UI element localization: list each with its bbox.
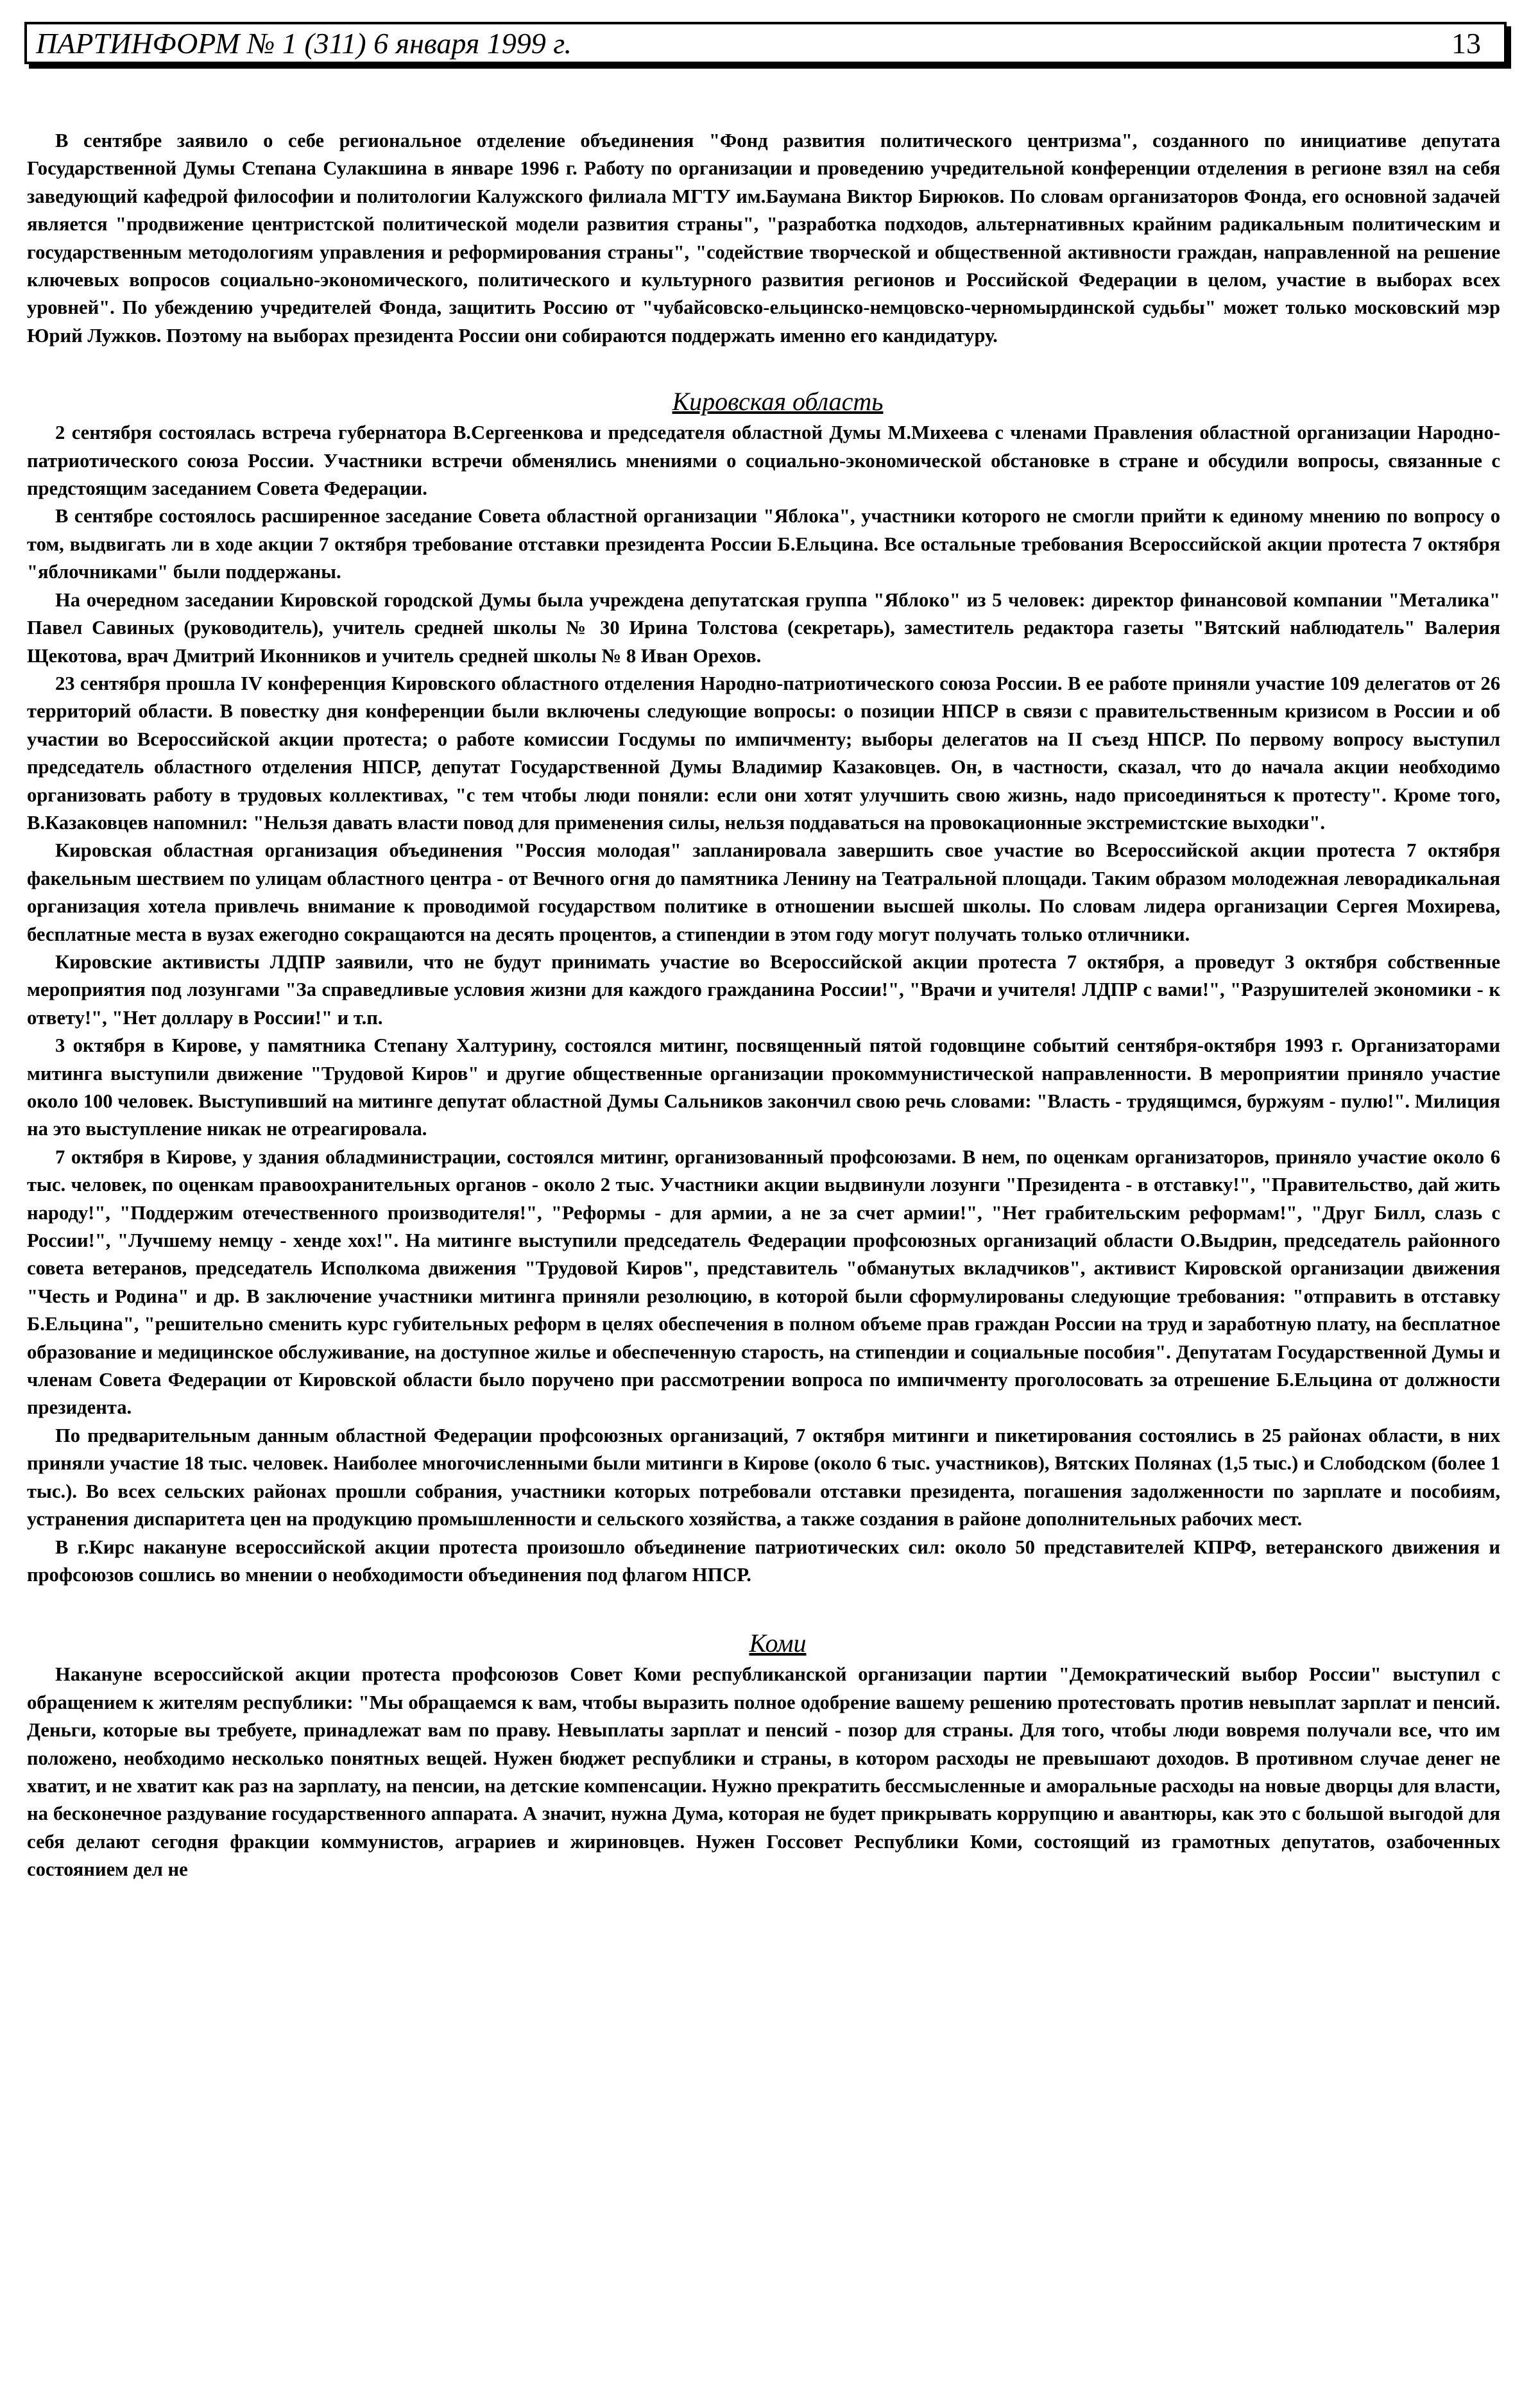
- kirov-paragraph-8: 7 октября в Кирове, у здания обладминистрации, состоялся митинг, организованный профсоюзами. В нем, по оценкам организаторов, приняло участие около 6 тыс. человек, по оценкам правоохранительных органов - около 2 тыс. Участники акции выдвинули лозунги "Президента - в отставку!", "Правительство, дай жить народу!", "Поддержим отечественного производителя!", "Реформы - для армии, а не за счет армии!", "Нет грабительским реформам!", "Друг Билл, слазь с России!", "Лучшему немцу - хенде хох!". На митинге выступили председатель Федерации профсоюзных организаций области О.Выдрин, председатель районного совета ветеранов, председатель Исполкома движения "Трудовой Киров", представитель "обманутых вкладчиков", активист Кировской организации движения "Честь и Родина" и др. В заключение участники митинга приняли резолюцию, в которой были сформулированы следующие требования: "отправить в отставку Б.Ельцина", "решительно сменить курс губительных реформ в целях обеспечения в полном объеме прав граждан России на труд и заработную плату, на бесплатное образование и медицинское обслуживание, на доступное жилье и обеспеченную старость, на стипендии и социальные пособия". Депутатам Государственной Думы и членам Совета Федерации от Кировской области было поручено при рассмотрении вопроса по импичменту проголосовать за отрешение Б.Ельцина от должности президента.: [27, 1145, 1500, 1419]
- section-title-kirov: Кировская область: [672, 387, 884, 416]
- kirov-paragraph-10: В г.Кирс накануне всероссийской акции протеста произошло объединение патриотических сил: около 50 представителей КПРФ, ветеранского движения и профсоюзов сошлись во мнении о необходимости объединения под флагом НПСР.: [27, 1536, 1500, 1586]
- kirov-paragraph-1: 2 сентября состоялась встреча губернатора В.Сергеенкова и председателя областной Думы М.Михеева с членами Правления областной организации Народно-патриотического союза России. Участники встречи обменялись мнениями о социально-экономической обстановке в стране и обсудили вопросы, связанные с предстоящим заседанием Совета Федерации.: [27, 422, 1500, 500]
- article-body: [27, 127, 1500, 1884]
- publication-title: ПАРТИНФОРМ № 1 (311) 6 января 1999 г.: [36, 26, 572, 60]
- page-number: 13: [1451, 26, 1481, 60]
- section-title-komi: Коми: [749, 1629, 807, 1658]
- kirov-paragraph-2: В сентябре состоялось расширенное заседание Совета областной организации "Яблока", участники которого не смогли прийти к единому мнению по вопросу о том, выдвигать ли в ходе акции 7 октября требование отставки президента России Б.Ельцина. Все остальные требования Всероссийской акции протеста 7 октября "яблочниками" были поддержаны.: [27, 505, 1500, 583]
- intro-paragraph: В сентябре заявило о себе региональное отделение объединения "Фонд развития политического центризма", созданного по инициативе депутата Государственной Думы Степана Сулакшина в январе 1996 г. Работу по организации и проведению учредительной конференции отделения в регионе взял на себя заведующий кафедрой философии и политологии Калужского филиала МГТУ им.Баумана Виктор Бирюков. По словам организаторов Фонда, его основной задачей является "продвижение центристской политической модели развития страны", "разработка подходов, альтернативных крайним радикальным политическим и государственным методологиям управления и реформирования страны", "содействие творческой и общественной активности граждан, направленной на решение ключевых вопросов социально-экономического, политического и культурного развития регионов и Российской Федерации в целом, участие в выборах всех уровней". По убеждению учредителей Фонда, защитить Россию от "чубайсовско-ельцинско-немцовско-черномырдинской судьбы" может только московский мэр Юрий Лужков. Поэтому на выборах президента России они собираются поддержать именно его кандидатуру.: [27, 130, 1500, 347]
- kirov-paragraph-7: 3 октября в Кирове, у памятника Степану Халтурину, состоялся митинг, посвященный пятой годовщине событий сентября-октября 1993 г. Организаторами митинга выступили движение "Трудовой Киров" и другие общественные организации прокоммунистической направленности. В мероприятии приняло участие около 100 человек. Выступивший на митинге депутат областной Думы Сальников закончил свою речь словами: "Власть - трудящимся, буржуям - пулю!". Милиция на это выступление никак не отреагировала.: [27, 1034, 1500, 1140]
- kirov-paragraph-9: По предварительным данным областной Федерации профсоюзных организаций, 7 октября митинги и пикетирования состоялись в 25 районах области, в них приняли участие 18 тыс. человек. Наиболее многочисленными были митинги в Кирове (около 6 тыс. участников), Вятских Полянах (1,5 тыс.) и Слободском (более 1 тыс.). Во всех сельских районах прошли собрания, участники которых потребовали отставки президента, погашения задолженности по зарплате и пособиям, устранения диспаритета цен на продукцию промышленности и сельского хозяйства, а также создания в районе дополнительных рабочих мест.: [27, 1424, 1500, 1530]
- kirov-paragraph-5: Кировская областная организация объединения "Россия молодая" запланировала завершить свое участие во Всероссийской акции протеста 7 октября факельным шествием по улицам областного центра - от Вечного огня до памятника Ленину на Театральной площади. Таким образом молодежная леворадикальная организация хотела привлечь внимание к проводимой государством политике в отношении высшей школы. По словам лидера организации Сергея Мохирева, бесплатные места в вузах ежегодно сокращаются на десять процентов, а стипендии в этом году могут получать только отличники.: [27, 839, 1500, 945]
- kirov-paragraph-6: Кировские активисты ЛДПР заявили, что не будут принимать участие во Всероссийской акции протеста 7 октября, а проведут 3 октября собственные мероприятия под лозунгами "За справедливые условия жизни для каждого гражданина России!", "Врачи и учителя! ЛДПР с вами!", "Разрушителей экономики - к ответу!", "Нет доллару в России!" и т.п.: [27, 950, 1500, 1029]
- kirov-paragraph-4: 23 сентября прошла IV конференция Кировского областного отделения Народно-патриотического союза России. В ее работе приняли участие 109 делегатов от 26 территорий области. В повестку дня конференции были включены следующие вопросы: о позиции НПСР в связи с правительственным кризисом в России и об участии во Всероссийской акции протеста; о работе комиссии Госдумы по импичменту; выборы делегатов на II съезд НПСР. По первому вопросу выступил председатель областного отделения НПСР, депутат Государственной Думы Владимир Казаковцев. Он, в частности, сказал, что до начала акции необходимо организовать работу в трудовых коллективах, "с тем чтобы люди поняли: если они хотят улучшить свою жизнь, надо присоединяться к протесту". Кроме того, В.Казаковцев напомнил: "Нельзя давать власти повод для применения силы, нельзя поддаваться на провокационные экстремистские выходки".: [27, 672, 1500, 834]
- kirov-paragraph-3: На очередном заседании Кировской городской Думы была учреждена депутатская группа "Яблоко" из 5 человек: директор финансовой компании "Металика" Павел Савиных (руководитель), учитель средней школы № 30 Ирина Толстова (секретарь), заместитель редактора газеты "Вятский наблюдатель" Валерия Щекотова, врач Дмитрий Иконников и учитель средней школы № 8 Иван Орехов.: [27, 588, 1500, 667]
- page-header: [24, 22, 1507, 64]
- komi-paragraph-1: Накануне всероссийской акции протеста профсоюзов Совет Коми республиканской организации партии "Демократический выбор России" выступил с обращением к жителям республики: "Мы обращаемся к вам, чтобы выразить полное одобрение вашему решению протестовать против невыплат зарплат и пенсий. Деньги, которые вы требуете, принадлежат вам по праву. Невыплаты зарплат и пенсий - позор для страны. Для того, чтобы люди вовремя получали все, что им положено, необходимо несколько понятных вещей. Нужен бюджет республики и страны, в котором расходы не превышают доходов. В противном случае денег не хватит, и не хватит как раз на зарплату, на пенсии, на детские компенсации. Нужно прекратить бессмысленные и аморальные расходы на новые дворцы для власти, на бесконечное раздувание государственного аппарата. А значит, нужна Дума, которая не будет прикрывать коррупцию и авантюры, как это с большой выгодой для себя делают сегодня фракции коммунистов, аграриев и жириновцев. Нужен Госсовет Республики Коми, состоящий из грамотных депутатов, озабоченных состоянием дел не: [27, 1663, 1500, 1881]
